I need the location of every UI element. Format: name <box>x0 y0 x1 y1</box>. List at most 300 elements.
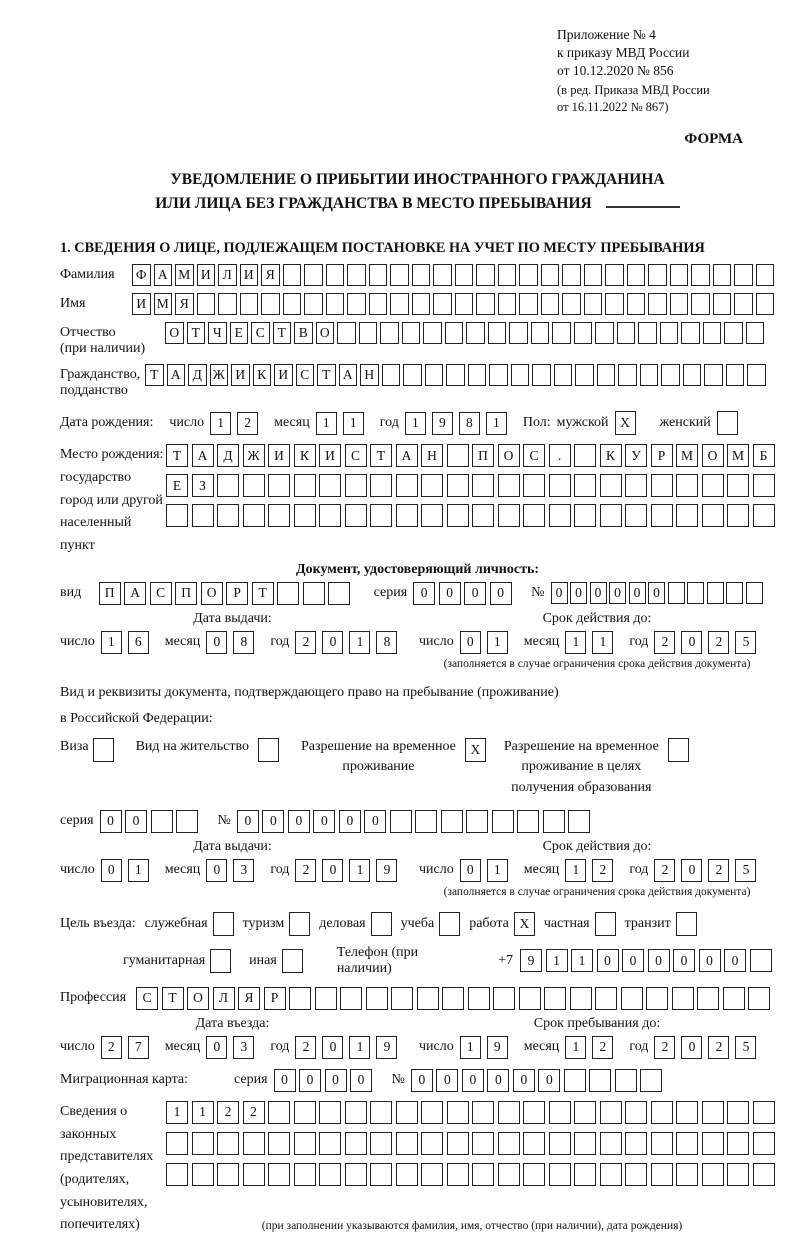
form-cell[interactable]: 0 <box>325 1069 347 1092</box>
form-cell[interactable] <box>489 364 508 386</box>
form-cell[interactable] <box>640 364 659 386</box>
form-cell[interactable] <box>531 322 550 344</box>
form-cell[interactable] <box>651 474 673 497</box>
form-cell[interactable] <box>243 474 265 497</box>
form-cell[interactable]: О <box>498 444 520 467</box>
form-cell[interactable] <box>549 1101 571 1124</box>
form-cell[interactable]: Т <box>145 364 164 386</box>
form-cell[interactable]: 1 <box>565 859 586 882</box>
form-cell[interactable] <box>391 987 413 1010</box>
temp-residence-checkbox[interactable] <box>465 738 486 762</box>
form-cell[interactable] <box>625 474 647 497</box>
form-cell[interactable] <box>277 582 299 605</box>
form-cell[interactable]: П <box>175 582 197 605</box>
form-cell[interactable] <box>258 738 279 762</box>
form-cell[interactable] <box>646 987 668 1010</box>
form-cell[interactable]: 9 <box>432 412 453 435</box>
form-cell[interactable] <box>337 322 356 344</box>
form-cell[interactable]: 1 <box>565 631 586 654</box>
form-cell[interactable] <box>627 293 646 315</box>
form-cell[interactable] <box>595 912 616 936</box>
form-cell[interactable] <box>753 504 775 527</box>
form-cell[interactable] <box>498 1101 520 1124</box>
form-cell[interactable] <box>676 1163 698 1186</box>
form-cell[interactable] <box>517 810 539 833</box>
form-cell[interactable]: 0 <box>364 810 386 833</box>
form-cell[interactable]: 0 <box>206 859 227 882</box>
form-cell[interactable]: 1 <box>546 949 568 972</box>
form-cell[interactable] <box>676 912 697 936</box>
form-cell[interactable] <box>415 810 437 833</box>
form-cell[interactable]: 1 <box>128 859 149 882</box>
form-cell[interactable]: 0 <box>322 1036 343 1059</box>
form-cell[interactable]: 2 <box>708 859 729 882</box>
form-cell[interactable]: 1 <box>316 412 337 435</box>
form-cell[interactable]: 1 <box>487 631 508 654</box>
form-cell[interactable]: 0 <box>413 582 435 605</box>
form-cell[interactable] <box>472 1163 494 1186</box>
form-cell[interactable]: И <box>268 444 290 467</box>
form-cell[interactable]: 0 <box>681 859 702 882</box>
form-cell[interactable] <box>753 1132 775 1155</box>
form-cell[interactable] <box>523 474 545 497</box>
form-cell[interactable]: Т <box>317 364 336 386</box>
form-cell[interactable] <box>672 987 694 1010</box>
form-cell[interactable] <box>600 474 622 497</box>
form-cell[interactable]: Н <box>360 364 379 386</box>
form-cell[interactable] <box>615 1069 637 1092</box>
form-cell[interactable] <box>447 444 469 467</box>
form-cell[interactable]: Я <box>175 293 194 315</box>
form-cell[interactable] <box>660 322 679 344</box>
form-cell[interactable] <box>282 949 303 973</box>
form-cell[interactable] <box>676 504 698 527</box>
form-cell[interactable] <box>268 1132 290 1155</box>
form-cell[interactable]: 2 <box>237 412 258 435</box>
form-cell[interactable] <box>217 1163 239 1186</box>
form-cell[interactable] <box>574 1101 596 1124</box>
form-cell[interactable]: В <box>294 322 313 344</box>
form-cell[interactable]: 0 <box>570 582 587 604</box>
form-cell[interactable] <box>589 1069 611 1092</box>
form-cell[interactable] <box>421 1101 443 1124</box>
form-cell[interactable] <box>488 322 507 344</box>
form-cell[interactable] <box>734 293 753 315</box>
form-cell[interactable] <box>621 987 643 1010</box>
visa-checkbox[interactable] <box>93 738 114 762</box>
form-cell[interactable] <box>702 1132 724 1155</box>
purpose-business-checkbox[interactable] <box>371 912 392 936</box>
form-cell[interactable]: 0 <box>274 1069 296 1092</box>
form-cell[interactable]: 8 <box>459 412 480 435</box>
form-cell[interactable] <box>564 1069 586 1092</box>
form-cell[interactable] <box>390 293 409 315</box>
form-cell[interactable]: 1 <box>166 1101 188 1124</box>
form-cell[interactable] <box>412 264 431 286</box>
form-cell[interactable] <box>396 1132 418 1155</box>
form-cell[interactable] <box>574 1132 596 1155</box>
form-cell[interactable]: 0 <box>609 582 626 604</box>
form-cell[interactable]: А <box>339 364 358 386</box>
form-cell[interactable] <box>509 322 528 344</box>
form-cell[interactable]: П <box>472 444 494 467</box>
form-cell[interactable] <box>304 293 323 315</box>
form-cell[interactable] <box>697 987 719 1010</box>
form-cell[interactable]: Т <box>252 582 274 605</box>
form-cell[interactable] <box>268 474 290 497</box>
form-cell[interactable]: 0 <box>322 859 343 882</box>
form-cell[interactable]: 1 <box>405 412 426 435</box>
form-cell[interactable] <box>370 474 392 497</box>
form-cell[interactable] <box>403 364 422 386</box>
form-cell[interactable]: Д <box>217 444 239 467</box>
form-cell[interactable]: А <box>124 582 146 605</box>
form-cell[interactable]: Р <box>651 444 673 467</box>
form-cell[interactable] <box>554 364 573 386</box>
form-cell[interactable]: А <box>396 444 418 467</box>
form-cell[interactable]: 0 <box>464 582 486 605</box>
form-cell[interactable] <box>421 474 443 497</box>
form-cell[interactable] <box>523 1101 545 1124</box>
form-cell[interactable] <box>702 504 724 527</box>
form-cell[interactable] <box>600 1132 622 1155</box>
form-cell[interactable] <box>326 264 345 286</box>
form-cell[interactable]: С <box>523 444 545 467</box>
form-cell[interactable]: Т <box>370 444 392 467</box>
form-cell[interactable]: 0 <box>629 582 646 604</box>
form-cell[interactable] <box>753 1101 775 1124</box>
form-cell[interactable]: 0 <box>462 1069 484 1092</box>
form-cell[interactable]: 0 <box>237 810 259 833</box>
form-cell[interactable] <box>304 264 323 286</box>
form-cell[interactable] <box>345 504 367 527</box>
form-cell[interactable] <box>192 1163 214 1186</box>
form-cell[interactable] <box>396 504 418 527</box>
form-cell[interactable] <box>748 987 770 1010</box>
form-cell[interactable]: П <box>99 582 121 605</box>
form-cell[interactable] <box>476 293 495 315</box>
form-cell[interactable] <box>625 1132 647 1155</box>
form-cell[interactable]: Е <box>166 474 188 497</box>
form-cell[interactable] <box>328 582 350 605</box>
form-cell[interactable] <box>734 264 753 286</box>
form-cell[interactable]: 2 <box>592 859 613 882</box>
form-cell[interactable] <box>315 987 337 1010</box>
form-cell[interactable] <box>552 322 571 344</box>
form-cell[interactable]: А <box>167 364 186 386</box>
form-cell[interactable] <box>661 364 680 386</box>
form-cell[interactable] <box>217 474 239 497</box>
form-cell[interactable] <box>445 322 464 344</box>
form-cell[interactable] <box>498 504 520 527</box>
form-cell[interactable] <box>681 322 700 344</box>
purpose-transit-checkbox[interactable] <box>676 912 697 936</box>
form-cell[interactable]: 5 <box>735 859 756 882</box>
purpose-other-checkbox[interactable] <box>282 949 303 973</box>
form-cell[interactable] <box>713 264 732 286</box>
form-cell[interactable]: О <box>187 987 209 1010</box>
form-cell[interactable]: 0 <box>125 810 147 833</box>
form-cell[interactable] <box>243 504 265 527</box>
purpose-work-checkbox[interactable] <box>514 912 535 936</box>
form-cell[interactable]: 8 <box>376 631 397 654</box>
form-cell[interactable] <box>294 474 316 497</box>
form-cell[interactable]: Б <box>753 444 775 467</box>
form-cell[interactable]: 0 <box>597 949 619 972</box>
form-cell[interactable]: 2 <box>101 1036 122 1059</box>
form-cell[interactable] <box>447 1163 469 1186</box>
form-cell[interactable]: 0 <box>299 1069 321 1092</box>
form-cell[interactable]: 1 <box>349 1036 370 1059</box>
form-cell[interactable] <box>600 504 622 527</box>
form-cell[interactable] <box>472 504 494 527</box>
form-cell[interactable] <box>176 810 198 833</box>
form-cell[interactable]: 1 <box>349 859 370 882</box>
purpose-official-checkbox[interactable] <box>213 912 234 936</box>
form-cell[interactable] <box>433 264 452 286</box>
form-cell[interactable] <box>468 364 487 386</box>
form-cell[interactable] <box>425 364 444 386</box>
form-cell[interactable]: 9 <box>520 949 542 972</box>
form-cell[interactable] <box>319 504 341 527</box>
form-cell[interactable]: К <box>253 364 272 386</box>
form-cell[interactable]: 8 <box>233 631 254 654</box>
form-cell[interactable]: . <box>549 444 571 467</box>
form-cell[interactable]: С <box>136 987 158 1010</box>
form-cell[interactable]: 0 <box>100 810 122 833</box>
form-cell[interactable]: С <box>150 582 172 605</box>
purpose-tourism-checkbox[interactable] <box>289 912 310 936</box>
form-cell[interactable]: 0 <box>673 949 695 972</box>
form-cell[interactable]: К <box>600 444 622 467</box>
form-cell[interactable] <box>747 364 766 386</box>
form-cell[interactable] <box>648 264 667 286</box>
form-cell[interactable] <box>476 264 495 286</box>
form-cell[interactable]: 0 <box>262 810 284 833</box>
form-cell[interactable] <box>268 1101 290 1124</box>
form-cell[interactable] <box>446 364 465 386</box>
form-cell[interactable]: 2 <box>592 1036 613 1059</box>
form-cell[interactable] <box>574 322 593 344</box>
form-cell[interactable]: Т <box>166 444 188 467</box>
form-cell[interactable]: 1 <box>486 412 507 435</box>
form-cell[interactable] <box>703 322 722 344</box>
form-cell[interactable]: А <box>154 264 173 286</box>
form-cell[interactable]: 0 <box>460 631 481 654</box>
form-cell[interactable] <box>217 1132 239 1155</box>
form-cell[interactable]: О <box>201 582 223 605</box>
form-cell[interactable]: 9 <box>487 1036 508 1059</box>
form-cell[interactable] <box>753 1163 775 1186</box>
form-cell[interactable] <box>345 474 367 497</box>
purpose-humanitarian-checkbox[interactable] <box>210 949 231 973</box>
form-cell[interactable] <box>617 322 636 344</box>
form-cell[interactable] <box>261 293 280 315</box>
form-cell[interactable]: М <box>175 264 194 286</box>
form-cell[interactable] <box>702 474 724 497</box>
form-cell[interactable] <box>498 1132 520 1155</box>
form-cell[interactable] <box>676 474 698 497</box>
form-cell[interactable] <box>724 322 743 344</box>
form-cell[interactable]: И <box>274 364 293 386</box>
form-cell[interactable] <box>166 1163 188 1186</box>
form-cell[interactable]: Л <box>213 987 235 1010</box>
form-cell[interactable] <box>574 444 596 467</box>
form-cell[interactable] <box>756 264 775 286</box>
form-cell[interactable] <box>370 1101 392 1124</box>
form-cell[interactable]: 0 <box>206 1036 227 1059</box>
form-cell[interactable] <box>243 1132 265 1155</box>
form-cell[interactable] <box>370 504 392 527</box>
form-cell[interactable]: 1 <box>592 631 613 654</box>
form-cell[interactable] <box>359 322 378 344</box>
form-cell[interactable]: 1 <box>349 631 370 654</box>
form-cell[interactable] <box>390 264 409 286</box>
form-cell[interactable]: О <box>165 322 184 344</box>
form-cell[interactable] <box>213 912 234 936</box>
form-cell[interactable]: Я <box>238 987 260 1010</box>
form-cell[interactable]: 2 <box>708 631 729 654</box>
form-cell[interactable] <box>166 1132 188 1155</box>
form-cell[interactable]: И <box>240 264 259 286</box>
form-cell[interactable] <box>704 364 723 386</box>
form-cell[interactable] <box>523 1132 545 1155</box>
form-cell[interactable] <box>345 1132 367 1155</box>
form-cell[interactable] <box>369 264 388 286</box>
form-cell[interactable] <box>717 411 738 435</box>
form-cell[interactable]: 0 <box>681 631 702 654</box>
form-cell[interactable] <box>441 810 463 833</box>
form-cell[interactable] <box>289 912 310 936</box>
form-cell[interactable] <box>370 1132 392 1155</box>
form-cell[interactable] <box>691 264 710 286</box>
form-cell[interactable] <box>347 293 366 315</box>
residence-permit-checkbox[interactable] <box>258 738 279 762</box>
form-cell[interactable] <box>382 364 401 386</box>
form-cell[interactable] <box>648 293 667 315</box>
form-cell[interactable] <box>319 1132 341 1155</box>
form-cell[interactable] <box>455 293 474 315</box>
form-cell[interactable]: 1 <box>343 412 364 435</box>
form-cell[interactable] <box>498 293 517 315</box>
form-cell[interactable] <box>402 322 421 344</box>
form-cell[interactable]: Ж <box>210 364 229 386</box>
form-cell[interactable] <box>750 949 772 972</box>
form-cell[interactable]: И <box>132 293 151 315</box>
form-cell[interactable] <box>584 293 603 315</box>
form-cell[interactable] <box>605 293 624 315</box>
form-cell[interactable]: 0 <box>350 1069 372 1092</box>
form-cell[interactable] <box>651 1132 673 1155</box>
form-cell[interactable]: М <box>154 293 173 315</box>
form-cell[interactable] <box>294 1163 316 1186</box>
form-cell[interactable] <box>600 1163 622 1186</box>
form-cell[interactable] <box>541 264 560 286</box>
form-cell[interactable]: М <box>676 444 698 467</box>
form-cell[interactable]: 0 <box>551 582 568 604</box>
form-cell[interactable] <box>417 987 439 1010</box>
form-cell[interactable] <box>523 504 545 527</box>
form-cell[interactable]: 5 <box>735 631 756 654</box>
form-cell[interactable] <box>627 264 646 286</box>
form-cell[interactable]: 2 <box>295 1036 316 1059</box>
purpose-private-checkbox[interactable] <box>595 912 616 936</box>
form-cell[interactable] <box>396 1101 418 1124</box>
form-cell[interactable]: Ф <box>132 264 151 286</box>
form-cell[interactable]: 0 <box>724 949 746 972</box>
form-cell[interactable] <box>326 293 345 315</box>
form-cell[interactable] <box>625 1101 647 1124</box>
form-cell[interactable] <box>492 810 514 833</box>
form-cell[interactable]: 1 <box>487 859 508 882</box>
form-cell[interactable]: Е <box>230 322 249 344</box>
form-cell[interactable]: 0 <box>513 1069 535 1092</box>
form-cell[interactable] <box>468 987 490 1010</box>
form-cell[interactable] <box>670 264 689 286</box>
form-cell[interactable] <box>544 987 566 1010</box>
form-cell[interactable] <box>727 1101 749 1124</box>
form-cell[interactable]: Н <box>421 444 443 467</box>
form-cell[interactable] <box>625 1163 647 1186</box>
form-cell[interactable] <box>283 264 302 286</box>
form-cell[interactable]: 1 <box>460 1036 481 1059</box>
form-cell[interactable]: X <box>514 912 535 936</box>
form-cell[interactable] <box>676 1101 698 1124</box>
form-cell[interactable] <box>519 293 538 315</box>
form-cell[interactable] <box>670 293 689 315</box>
form-cell[interactable] <box>366 987 388 1010</box>
form-cell[interactable] <box>707 582 724 604</box>
form-cell[interactable]: 3 <box>233 1036 254 1059</box>
form-cell[interactable]: Т <box>162 987 184 1010</box>
form-cell[interactable]: Т <box>273 322 292 344</box>
form-cell[interactable] <box>294 504 316 527</box>
form-cell[interactable] <box>519 264 538 286</box>
form-cell[interactable]: 0 <box>288 810 310 833</box>
form-cell[interactable] <box>756 293 775 315</box>
form-cell[interactable]: 0 <box>101 859 122 882</box>
form-cell[interactable]: 0 <box>460 859 481 882</box>
form-cell[interactable] <box>727 1132 749 1155</box>
form-cell[interactable] <box>746 582 763 604</box>
form-cell[interactable] <box>466 810 488 833</box>
form-cell[interactable] <box>396 1163 418 1186</box>
form-cell[interactable] <box>574 1163 596 1186</box>
form-cell[interactable] <box>702 1163 724 1186</box>
form-cell[interactable] <box>472 474 494 497</box>
form-cell[interactable] <box>93 738 114 762</box>
form-cell[interactable] <box>727 504 749 527</box>
form-cell[interactable]: Ж <box>243 444 265 467</box>
form-cell[interactable] <box>192 1132 214 1155</box>
form-cell[interactable]: С <box>345 444 367 467</box>
form-cell[interactable] <box>600 1101 622 1124</box>
form-cell[interactable] <box>726 364 745 386</box>
form-cell[interactable] <box>549 504 571 527</box>
purpose-study-checkbox[interactable] <box>439 912 460 936</box>
form-cell[interactable] <box>319 1101 341 1124</box>
form-cell[interactable]: 2 <box>654 631 675 654</box>
form-cell[interactable]: У <box>625 444 647 467</box>
form-cell[interactable] <box>543 810 565 833</box>
form-cell[interactable] <box>210 949 231 973</box>
form-cell[interactable]: 7 <box>128 1036 149 1059</box>
form-cell[interactable] <box>723 987 745 1010</box>
form-cell[interactable] <box>570 987 592 1010</box>
form-cell[interactable] <box>668 738 689 762</box>
form-cell[interactable]: 0 <box>699 949 721 972</box>
form-cell[interactable]: С <box>296 364 315 386</box>
